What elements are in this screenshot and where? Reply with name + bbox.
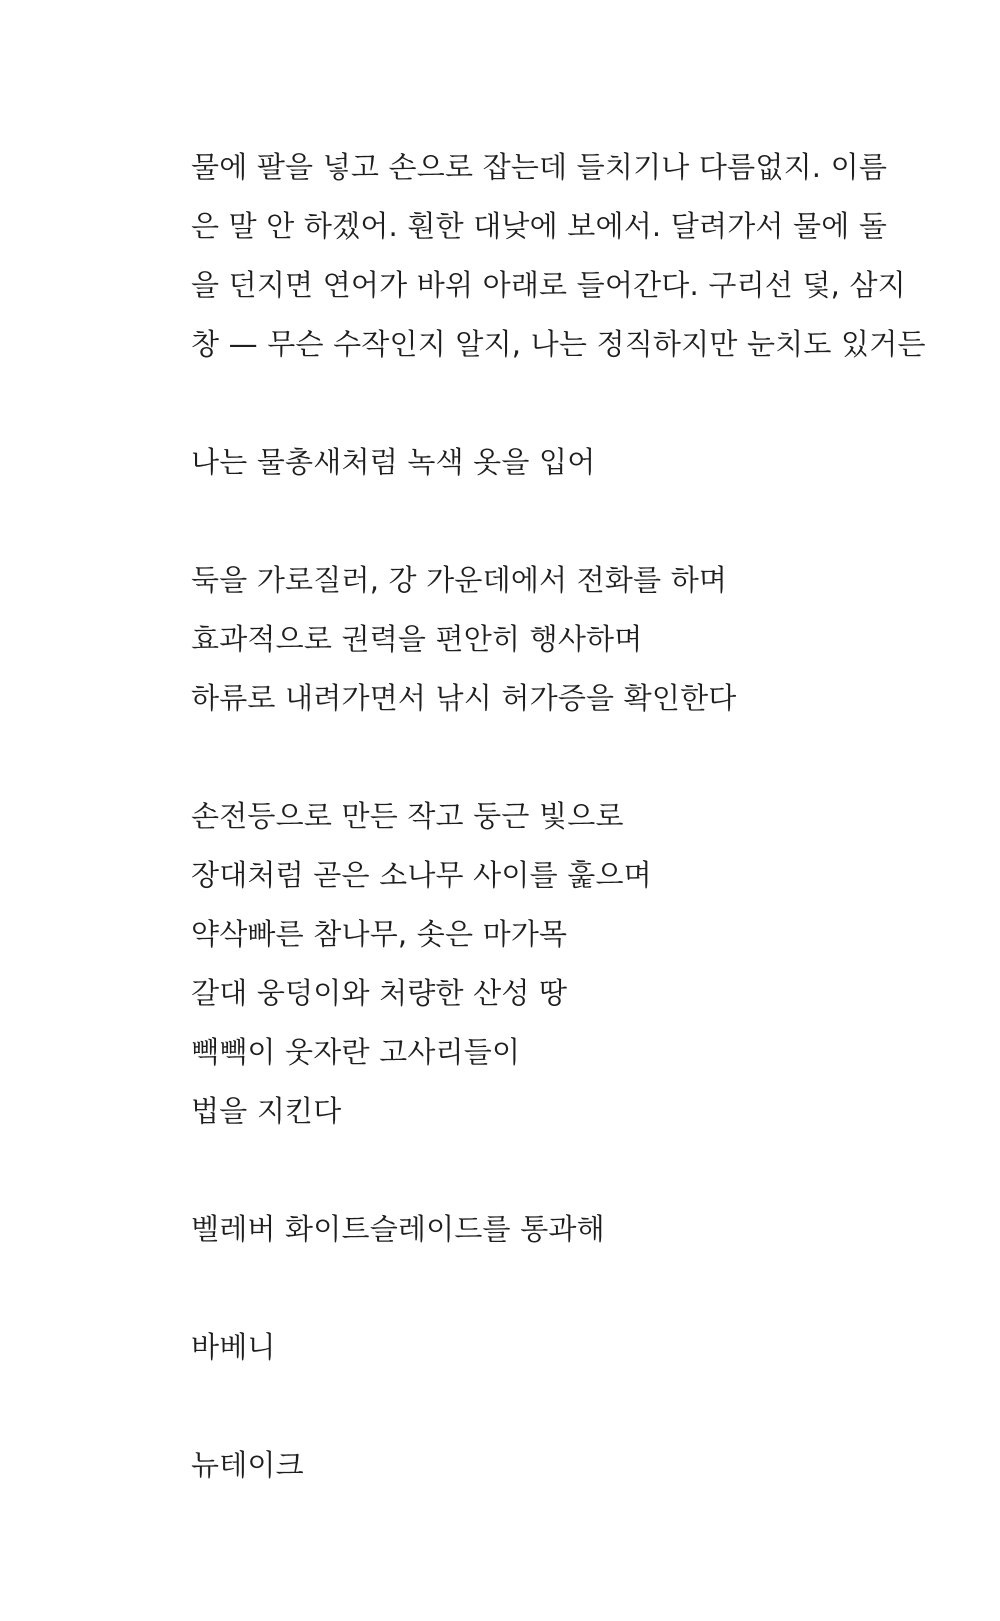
poem-line: 바베니: [191, 1330, 276, 1364]
stanza-break: [191, 374, 911, 433]
stanza-5: [191, 1200, 911, 1259]
poem-line: 손전등으로 만든 작고 둥근 빛으로: [191, 799, 624, 833]
stanza-break: [191, 1141, 911, 1200]
stanza-break: [191, 492, 911, 551]
poem-line: 갈대 웅덩이와 처량한 산성 땅: [191, 976, 568, 1010]
poem-line: 나는 물총새처럼 녹색 옷을 입어: [191, 445, 596, 479]
poem-line: 약삭빠른 참나무, 솟은 마가목: [191, 917, 568, 951]
poem-line: 빽빽이 웃자란 고사리들이: [191, 1035, 521, 1069]
poem-line: 장대처럼 곧은 소나무 사이를 훑으며: [191, 858, 652, 892]
stanza-6: [191, 1318, 911, 1377]
poem-line: 벨레버 화이트슬레이드를 통과해: [191, 1212, 605, 1246]
stanza-2: [191, 433, 911, 492]
poem-line: 하류로 내려가면서 낚시 허가증을 확인한다: [191, 681, 737, 715]
stanza-break: [191, 1377, 911, 1436]
stanza-break: [191, 728, 911, 787]
poem-line: 물에 팔을 넣고 손으로 잡는데 들치기나 다름없지. 이름: [191, 150, 888, 184]
stanza-4: [191, 787, 911, 1141]
poem-body: [191, 138, 926, 1495]
poem-line: 뉴테이크: [191, 1448, 304, 1482]
poem-line: 을 던지면 연어가 바위 아래로 들어간다. 구리선 덫, 삼지: [191, 268, 906, 302]
stanza-7: [191, 1436, 911, 1495]
stanza-3: [191, 551, 911, 728]
poem-line: 효과적으로 권력을 편안히 행사하며: [191, 622, 643, 656]
stanza-1: [191, 138, 926, 374]
poem-line: 법을 지킨다: [191, 1094, 342, 1128]
poem-line: 은 말 안 하겠어. 훤한 대낮에 보에서. 달려가서 물에 돌: [191, 209, 888, 243]
poem-line: 창 — 무슨 수작인지 알지, 나는 정직하지만 눈치도 있거든: [191, 327, 926, 361]
poem-line: 둑을 가로질러, 강 가운데에서 전화를 하며: [191, 563, 728, 597]
stanza-break: [191, 1259, 911, 1318]
